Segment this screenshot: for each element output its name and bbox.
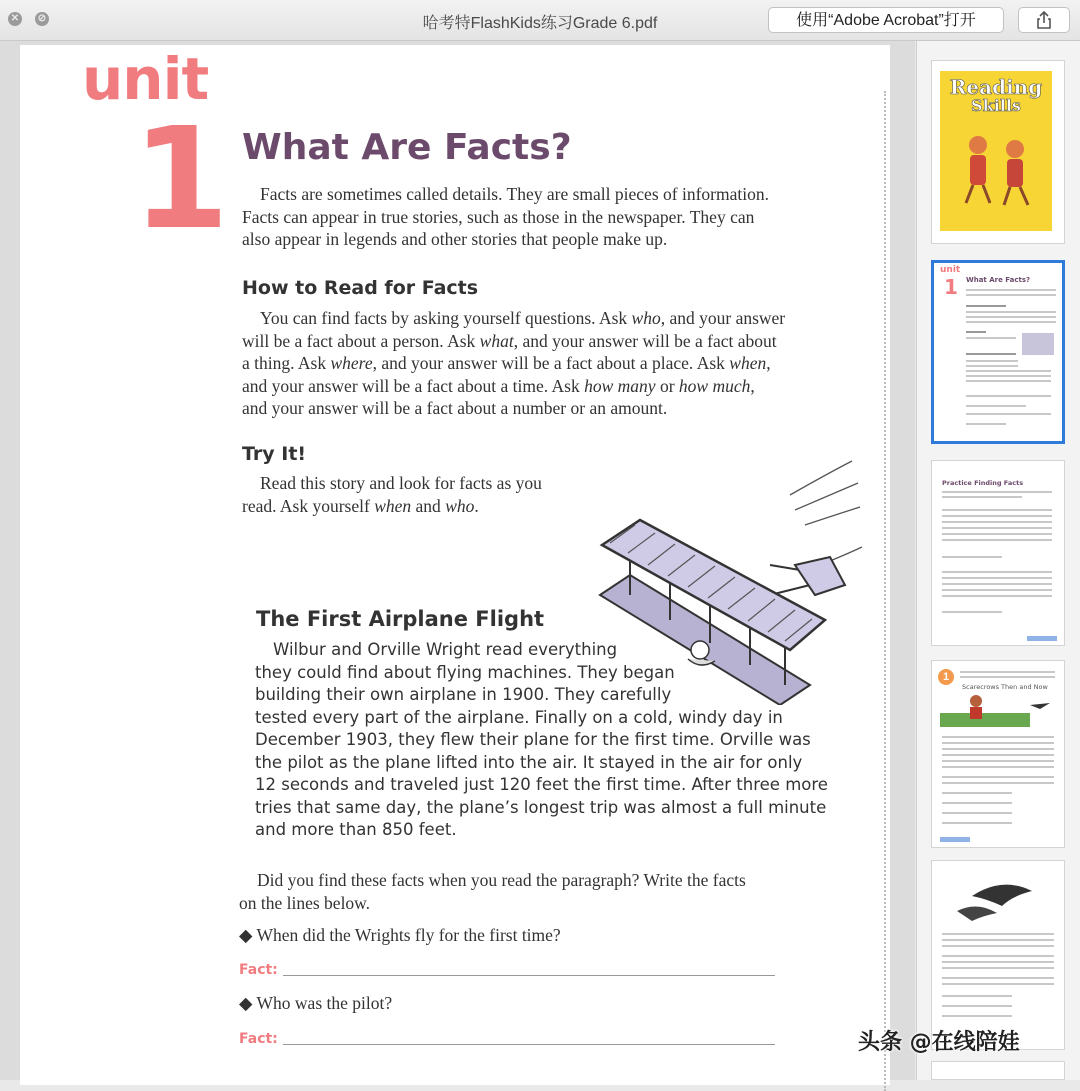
thumbnail-page-6[interactable]	[931, 1061, 1065, 1080]
question-intro-line-2: on the lines below.	[239, 892, 371, 913]
question-2: ◆ Who was the pilot?	[239, 993, 393, 1013]
close-icon[interactable]: ✕	[8, 12, 22, 26]
thumb-text-line	[966, 331, 986, 333]
thumb-text-line	[942, 766, 1054, 768]
thumb-text-line	[942, 822, 1012, 824]
thumb-text-line	[960, 676, 1055, 678]
s1-line-4: and your answer will be a fact about a time. Ask how many or how much,	[242, 375, 755, 396]
thumb-text-line	[942, 736, 1054, 738]
thumb-text-line	[942, 491, 1052, 493]
s1-line-5: and your answer will be a fact about a number or an amount.	[242, 398, 668, 418]
thumb-text-line	[966, 380, 1051, 382]
thumb-text-line	[942, 589, 1052, 591]
document-viewer[interactable]	[0, 41, 915, 1080]
story-line: building their own airplane in 1900. They carefully	[255, 685, 672, 704]
thumbnail-page-4[interactable]	[931, 660, 1065, 848]
pdf-page	[20, 45, 890, 1085]
thumb-text-line	[942, 945, 1054, 947]
thumb-text-line	[942, 742, 1054, 744]
thumb-text-line	[942, 961, 1054, 963]
thumb-text-line	[966, 370, 1051, 372]
story-line: tries that same day, the plane’s longest trip was almost a full minute	[255, 797, 827, 817]
watermark-text: 头条 @在线陪娃	[858, 1030, 1020, 1055]
thumb-text-line	[966, 353, 1016, 355]
intro-line-1: Facts are sometimes called details. They are small pieces of information.	[260, 184, 769, 204]
thumb-text-line	[966, 337, 1016, 339]
thumb-text-line	[942, 792, 1012, 794]
thumb-text-line	[942, 1015, 1012, 1017]
thumb-text-line	[966, 294, 1056, 296]
thumb-text-line	[966, 405, 1026, 407]
window-title: 哈考特FlashKids练习Grade 6.pdf	[422, 15, 658, 32]
share-button[interactable]	[1018, 7, 1070, 33]
share-icon	[1019, 8, 1069, 32]
window-titlebar	[0, 0, 1080, 41]
how-to-read-paragraph	[242, 307, 862, 420]
thumbnail-sidebar[interactable]	[916, 41, 1080, 1080]
thumb-text-line	[942, 754, 1054, 756]
section-heading-try-it: Try It!	[242, 443, 307, 465]
thumb-text-line	[942, 812, 1012, 814]
story-line: Wilbur and Orville Wright read everything	[273, 640, 618, 659]
story-line: the pilot as the plane lifted into the air. It stayed in the air for only	[255, 752, 803, 772]
thumb-text-line	[942, 1005, 1012, 1007]
thumb-text-line	[942, 967, 1054, 969]
minimize-icon[interactable]: ⊘	[35, 12, 49, 26]
question-intro	[239, 869, 859, 914]
thumb5-bird-illustration	[952, 871, 1052, 927]
thumb-text-line	[942, 776, 1054, 778]
thumb2-unit: unit	[940, 265, 961, 275]
thumb2-number: 1	[944, 275, 958, 299]
unit-number: 1	[132, 98, 230, 261]
thumbnail-page-2[interactable]	[931, 260, 1065, 444]
thumb-text-line	[966, 360, 1018, 362]
thumb-text-line	[960, 671, 1055, 673]
thumb-text-line	[942, 611, 1002, 613]
thumb-text-line	[966, 321, 1056, 323]
fact-label-1: Fact:	[239, 962, 278, 978]
story-line: and more than 850 feet.	[255, 820, 457, 839]
thumb-text-line	[966, 289, 1056, 291]
thumbnail-page-5[interactable]	[931, 860, 1065, 1050]
thumb-text-line	[942, 595, 1052, 597]
thumbnail-page-3[interactable]	[931, 460, 1065, 646]
thumb-text-line	[942, 515, 1052, 517]
story-paragraph	[255, 639, 855, 842]
thumb-text-line	[942, 995, 1012, 997]
s2-line-1: Read this story and look for facts as you	[260, 473, 542, 493]
thumb-text-line	[942, 539, 1052, 541]
story-line: December 1903, they flew their plane for the first time. Orville was	[255, 730, 811, 749]
thumb-text-line	[966, 305, 1006, 307]
intro-paragraph	[242, 183, 862, 251]
story-line: they could find about flying machines. They began	[255, 662, 675, 682]
thumb3-title: Practice Finding Facts	[942, 479, 1024, 487]
thumb-text-line	[942, 760, 1054, 762]
thumb2-title: What Are Facts?	[966, 276, 1031, 284]
cover-title-1: Reading	[949, 75, 1043, 99]
thumb-text-line	[942, 556, 1002, 558]
thumbnail-page-1[interactable]	[931, 60, 1065, 244]
cover-title-2: Skills	[971, 96, 1021, 115]
thumb-text-line	[966, 413, 1051, 415]
question-intro-line-1: Did you find these facts when you read the paragraph? Write the facts	[257, 870, 746, 890]
cover-kids-illustration	[940, 115, 1052, 215]
thumb-text-line	[942, 509, 1052, 511]
section-heading-how-to-read: How to Read for Facts	[242, 277, 479, 299]
s2-line-2: read. Ask yourself when and who.	[242, 495, 479, 516]
thumb-text-line	[942, 748, 1054, 750]
thumb-text-line	[966, 395, 1051, 397]
thumb-text-line	[942, 939, 1054, 941]
fact-label-2: Fact:	[239, 1031, 278, 1047]
thumb-text-line	[942, 983, 1054, 985]
thumb-text-line	[942, 583, 1052, 585]
thumb-text-line	[942, 533, 1052, 535]
thumb4-footer-tab	[940, 837, 970, 842]
thumb-text-line	[966, 365, 1018, 367]
thumb-text-line	[942, 577, 1052, 579]
unit-word: unit	[82, 45, 209, 113]
s1-line-3: a thing. Ask where, and your answer will be a fact about a place. Ask when,	[242, 353, 771, 373]
page-edge-divider	[884, 91, 890, 1091]
answer-line-2[interactable]	[283, 1044, 775, 1045]
thumb-text-line	[942, 571, 1052, 573]
thumb-text-line	[942, 802, 1012, 804]
thumb4-scarecrow-illustration	[940, 693, 1058, 727]
thumb3-footer-tab	[1027, 636, 1057, 641]
thumb-text-line	[942, 527, 1052, 529]
story-heading: The First Airplane Flight	[256, 607, 545, 631]
s1-line-2: will be a fact about a person. Ask what, and your answer will be a fact about	[242, 330, 777, 351]
thumb-text-line	[966, 423, 1006, 425]
open-with-acrobat-button[interactable]: 使用“Adobe Acrobat”打开	[768, 7, 1004, 33]
thumb-text-line	[942, 955, 1054, 957]
thumb4-title: Scarecrows Then and Now	[962, 683, 1048, 691]
thumb-text-line	[966, 375, 1051, 377]
story-line: tested every part of the airplane. Finally on a cold, windy day in	[255, 707, 783, 727]
intro-line-2: Facts can appear in true stories, such as those in the newspaper. They can	[242, 206, 755, 227]
thumb-text-line	[942, 933, 1054, 935]
thumb2-airplane	[1022, 333, 1054, 355]
page-title: What Are Facts?	[242, 127, 572, 168]
cover-background	[940, 71, 1052, 231]
thumb-text-line	[942, 521, 1052, 523]
story-line: 12 seconds and traveled just 120 feet the first time. After three more	[255, 775, 828, 794]
s1-line-1: You can find facts by asking yourself questions. Ask who, and your answer	[260, 308, 786, 328]
thumb-text-line	[942, 977, 1054, 979]
intro-line-3: also appear in legends and other stories that people make up.	[242, 229, 668, 249]
thumb-text-line	[942, 496, 1022, 498]
try-it-paragraph	[242, 472, 602, 517]
thumb-text-line	[942, 782, 1054, 784]
question-1: ◆ When did the Wrights fly for the first time?	[239, 925, 561, 945]
answer-line-1[interactable]	[283, 975, 775, 976]
thumb-text-line	[966, 316, 1056, 318]
thumb-text-line	[966, 311, 1056, 313]
thumb4-number: 1	[938, 669, 954, 685]
